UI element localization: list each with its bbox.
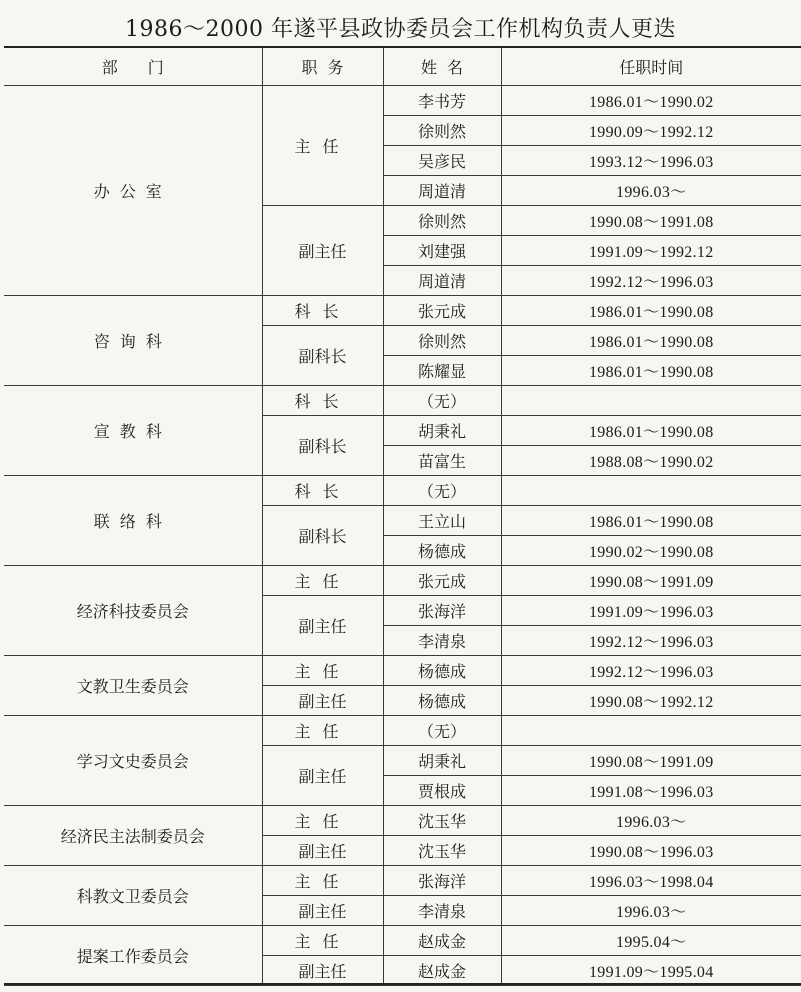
name-cell: （无） [383, 476, 501, 506]
name-cell: 沈玉华 [383, 806, 501, 836]
table-bottom-rule [4, 983, 801, 985]
table-body [4, 86, 801, 986]
term-cell: 1990.08～1991.09 [501, 566, 801, 596]
name-cell: 张元成 [383, 566, 501, 596]
position-cell: 主任 [262, 806, 383, 836]
term-cell: 1988.08～1990.02 [501, 446, 801, 476]
position-cell: 副主任 [262, 686, 383, 716]
position-cell: 主任 [262, 566, 383, 596]
position-cell: 主任 [262, 86, 383, 206]
term-cell: 1996.03～1998.04 [501, 866, 801, 896]
name-cell: 陈耀显 [383, 356, 501, 386]
position-cell: 科长 [262, 476, 383, 506]
position-cell: 主任 [262, 656, 383, 686]
term-cell: 1995.04～ [501, 926, 801, 956]
name-cell: 杨德成 [383, 656, 501, 686]
name-cell: 杨德成 [383, 686, 501, 716]
position-cell: 副科长 [262, 506, 383, 566]
term-cell: 1996.03～ [501, 806, 801, 836]
department-cell: 联络科 [4, 476, 262, 566]
term-cell [501, 716, 801, 746]
term-cell: 1990.08～1991.09 [501, 746, 801, 776]
header-row [4, 47, 801, 86]
position-cell: 副主任 [262, 836, 383, 866]
term-cell: 1986.01～1990.08 [501, 326, 801, 356]
position-cell: 副主任 [262, 596, 383, 656]
name-cell: 刘建强 [383, 236, 501, 266]
position-cell: 主任 [262, 866, 383, 896]
department-cell: 提案工作委员会 [4, 926, 262, 986]
name-cell: 张海洋 [383, 596, 501, 626]
term-cell: 1986.01～1990.02 [501, 86, 801, 116]
department-cell: 文教卫生委员会 [4, 656, 262, 716]
name-cell: 贾根成 [383, 776, 501, 806]
name-cell: 徐则然 [383, 116, 501, 146]
table-row [4, 296, 801, 326]
term-cell [501, 476, 801, 506]
table-row [4, 716, 801, 746]
term-cell: 1991.09～1992.12 [501, 236, 801, 266]
term-cell: 1996.03～ [501, 176, 801, 206]
name-cell: （无） [383, 716, 501, 746]
term-cell: 1991.09～1996.03 [501, 596, 801, 626]
leadership-table [4, 47, 801, 986]
table-row [4, 566, 801, 596]
name-cell: 王立山 [383, 506, 501, 536]
table-row [4, 806, 801, 836]
department-cell: 办公室 [4, 86, 262, 296]
position-cell: 副主任 [262, 206, 383, 296]
page-title: 1986～2000 年遂平县政协委员会工作机构负责人更迭 [125, 17, 676, 42]
name-cell: 周道清 [383, 266, 501, 296]
term-cell: 1986.01～1990.08 [501, 416, 801, 446]
header-term: 任职时间 [501, 47, 801, 86]
term-cell: 1990.08～1992.12 [501, 686, 801, 716]
name-cell: 苗富生 [383, 446, 501, 476]
term-cell: 1986.01～1990.08 [501, 356, 801, 386]
term-cell: 1990.09～1992.12 [501, 116, 801, 146]
term-cell: 1986.01～1990.08 [501, 296, 801, 326]
name-cell: 赵成金 [383, 956, 501, 986]
term-cell: 1993.12～1996.03 [501, 146, 801, 176]
name-cell: 张海洋 [383, 866, 501, 896]
term-cell: 1990.02～1990.08 [501, 536, 801, 566]
department-cell: 宣教科 [4, 386, 262, 476]
department-cell: 科教文卫委员会 [4, 866, 262, 926]
position-cell: 副主任 [262, 956, 383, 986]
name-cell: 吴彦民 [383, 146, 501, 176]
name-cell: 周道清 [383, 176, 501, 206]
position-cell: 副主任 [262, 896, 383, 926]
name-cell: 李书芳 [383, 86, 501, 116]
department-cell: 经济民主法制委员会 [4, 806, 262, 866]
term-cell: 1992.12～1996.03 [501, 266, 801, 296]
header-name: 姓名 [383, 47, 501, 86]
term-cell: 1990.08～1991.08 [501, 206, 801, 236]
position-cell: 副科长 [262, 416, 383, 476]
table-row [4, 926, 801, 956]
position-cell: 科长 [262, 386, 383, 416]
table-row [4, 476, 801, 506]
header-position: 职务 [262, 47, 383, 86]
name-cell: 赵成金 [383, 926, 501, 956]
position-cell: 主任 [262, 926, 383, 956]
term-cell: 1992.12～1996.03 [501, 656, 801, 686]
name-cell: 沈玉华 [383, 836, 501, 866]
position-cell: 主任 [262, 716, 383, 746]
name-cell: 杨德成 [383, 536, 501, 566]
position-cell: 副主任 [262, 746, 383, 806]
name-cell: 李清泉 [383, 896, 501, 926]
name-cell: 胡秉礼 [383, 416, 501, 446]
table-row [4, 86, 801, 116]
term-cell: 1986.01～1990.08 [501, 506, 801, 536]
header-dept: 部门 [4, 47, 262, 86]
term-cell: 1991.09～1995.04 [501, 956, 801, 986]
term-cell: 1990.08～1996.03 [501, 836, 801, 866]
department-cell: 经济科技委员会 [4, 566, 262, 656]
term-cell [501, 386, 801, 416]
term-cell: 1996.03～ [501, 896, 801, 926]
department-cell: 学习文史委员会 [4, 716, 262, 806]
table-row [4, 386, 801, 416]
term-cell: 1991.08～1996.03 [501, 776, 801, 806]
table-row [4, 656, 801, 686]
name-cell: 胡秉礼 [383, 746, 501, 776]
table-row [4, 866, 801, 896]
name-cell: 徐则然 [383, 326, 501, 356]
department-cell: 咨询科 [4, 296, 262, 386]
name-cell: 张元成 [383, 296, 501, 326]
name-cell: 徐则然 [383, 206, 501, 236]
position-cell: 科长 [262, 296, 383, 326]
term-cell: 1992.12～1996.03 [501, 626, 801, 656]
name-cell: （无） [383, 386, 501, 416]
position-cell: 副科长 [262, 326, 383, 386]
name-cell: 李清泉 [383, 626, 501, 656]
